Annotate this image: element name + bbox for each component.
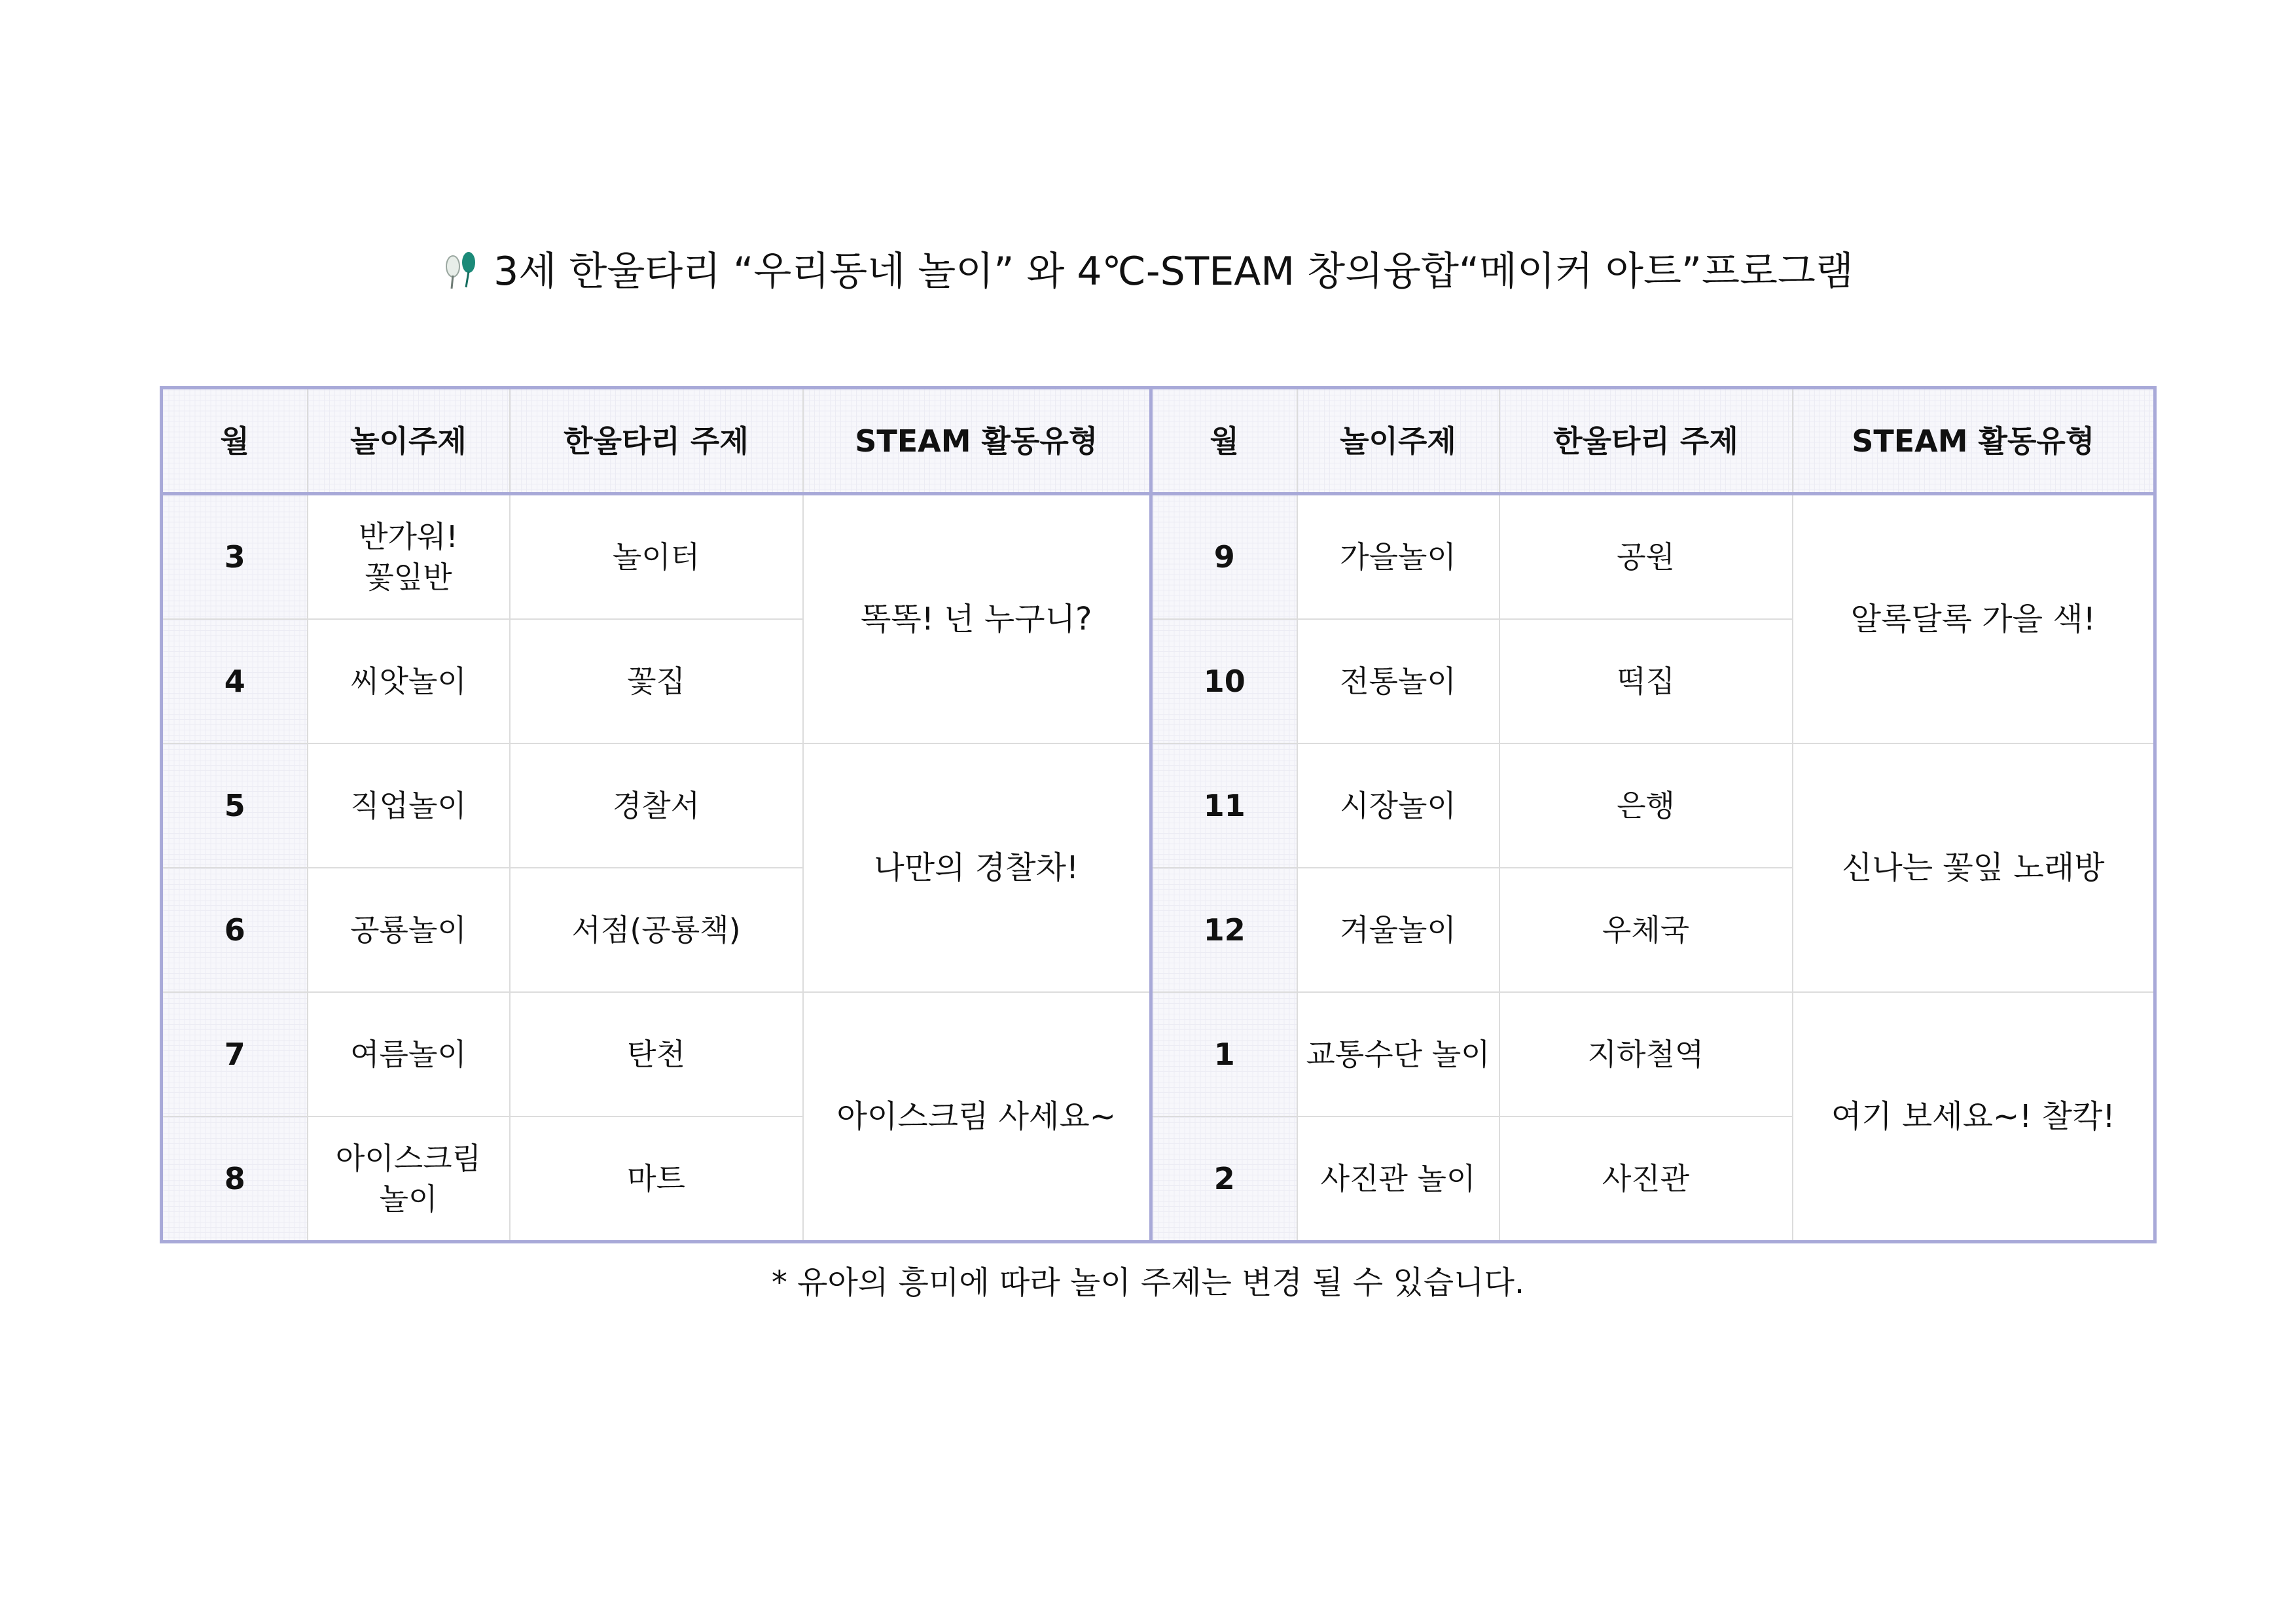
play-topic-cell: 전통놀이 bbox=[1297, 619, 1499, 743]
hanultari-theme-cell: 떡집 bbox=[1499, 619, 1793, 743]
hanultari-theme-cell: 사진관 bbox=[1499, 1116, 1793, 1242]
page-title-text: 3세 한울타리 “우리동네 놀이” 와 4℃-STEAM 창의융합“메이커 아트”프로그램 bbox=[493, 249, 1854, 294]
hanultari-theme-cell: 우체국 bbox=[1499, 868, 1793, 992]
month-cell: 5 bbox=[162, 743, 308, 868]
play-topic-cell: 시장놀이 bbox=[1297, 743, 1499, 868]
header-hanultari-theme: 한울타리 주제 bbox=[1499, 388, 1793, 494]
play-topic-cell: 가을놀이 bbox=[1297, 494, 1499, 620]
hanultari-theme-cell: 꽃집 bbox=[510, 619, 803, 743]
month-cell: 1 bbox=[1151, 992, 1297, 1116]
footnote: * 유아의 흥미에 따라 놀이 주제는 변경 될 수 있습니다. bbox=[771, 1264, 1525, 1301]
hanultari-theme-cell: 마트 bbox=[510, 1116, 803, 1242]
header-play-topic: 놀이주제 bbox=[308, 388, 510, 494]
play-topic-cell: 공룡놀이 bbox=[308, 868, 510, 992]
steam-activity-cell: 나만의 경찰차! bbox=[803, 743, 1151, 992]
steam-activity-cell: 여기 보세요~! 찰칵! bbox=[1793, 992, 2155, 1242]
table-row bbox=[162, 992, 2155, 1116]
month-cell: 11 bbox=[1151, 743, 1297, 868]
play-topic-cell bbox=[308, 1116, 510, 1242]
play-topic-cell: 직업놀이 bbox=[308, 743, 510, 868]
header-month: 월 bbox=[162, 388, 308, 494]
hanultari-theme-cell: 경찰서 bbox=[510, 743, 803, 868]
hanultari-theme-cell: 공원 bbox=[1499, 494, 1793, 620]
month-cell: 7 bbox=[162, 992, 308, 1116]
header-hanultari-theme: 한울타리 주제 bbox=[510, 388, 803, 494]
steam-activity-cell: 똑똑! 넌 누구니? bbox=[803, 494, 1151, 744]
month-cell: 9 bbox=[1151, 494, 1297, 620]
page-title bbox=[0, 242, 2296, 301]
play-topic-cell bbox=[308, 494, 510, 620]
hanultari-theme-cell: 놀이터 bbox=[510, 494, 803, 620]
play-topic-cell: 교통수단 놀이 bbox=[1297, 992, 1499, 1116]
month-cell: 12 bbox=[1151, 868, 1297, 992]
month-cell: 10 bbox=[1151, 619, 1297, 743]
table-row bbox=[162, 494, 2155, 620]
play-topic-line: 놀이 bbox=[379, 1181, 438, 1217]
table-header-row bbox=[162, 388, 2155, 494]
steam-activity-cell: 알록달록 가을 색! bbox=[1793, 494, 2155, 744]
hanultari-theme-cell: 서점(공룡책) bbox=[510, 868, 803, 992]
month-cell: 3 bbox=[162, 494, 308, 620]
play-topic-cell: 사진관 놀이 bbox=[1297, 1116, 1499, 1242]
hanultari-theme-cell: 탄천 bbox=[510, 992, 803, 1116]
hanultari-theme-cell: 지하철역 bbox=[1499, 992, 1793, 1116]
play-topic-line: 반가워! bbox=[359, 519, 458, 554]
header-play-topic: 놀이주제 bbox=[1297, 388, 1499, 494]
play-topic-cell: 여름놀이 bbox=[308, 992, 510, 1116]
month-cell: 4 bbox=[162, 619, 308, 743]
header-month: 월 bbox=[1151, 388, 1297, 494]
header-steam-type: STEAM 활동유형 bbox=[1793, 388, 2155, 494]
play-topic-line: 아이스크림 bbox=[335, 1141, 482, 1176]
steam-activity-cell: 아이스크림 사세요~ bbox=[803, 992, 1151, 1242]
play-topic-line: 꽃잎반 bbox=[365, 560, 452, 595]
month-cell: 2 bbox=[1151, 1116, 1297, 1242]
month-cell: 6 bbox=[162, 868, 308, 992]
leaf-icon bbox=[442, 249, 479, 291]
header-steam-type: STEAM 활동유형 bbox=[803, 388, 1151, 494]
program-table bbox=[160, 386, 2157, 1243]
month-cell: 8 bbox=[162, 1116, 308, 1242]
hanultari-theme-cell: 은행 bbox=[1499, 743, 1793, 868]
steam-activity-cell: 신나는 꽃잎 노래방 bbox=[1793, 743, 2155, 992]
play-topic-cell: 겨울놀이 bbox=[1297, 868, 1499, 992]
play-topic-cell: 씨앗놀이 bbox=[308, 619, 510, 743]
table-row bbox=[162, 743, 2155, 868]
